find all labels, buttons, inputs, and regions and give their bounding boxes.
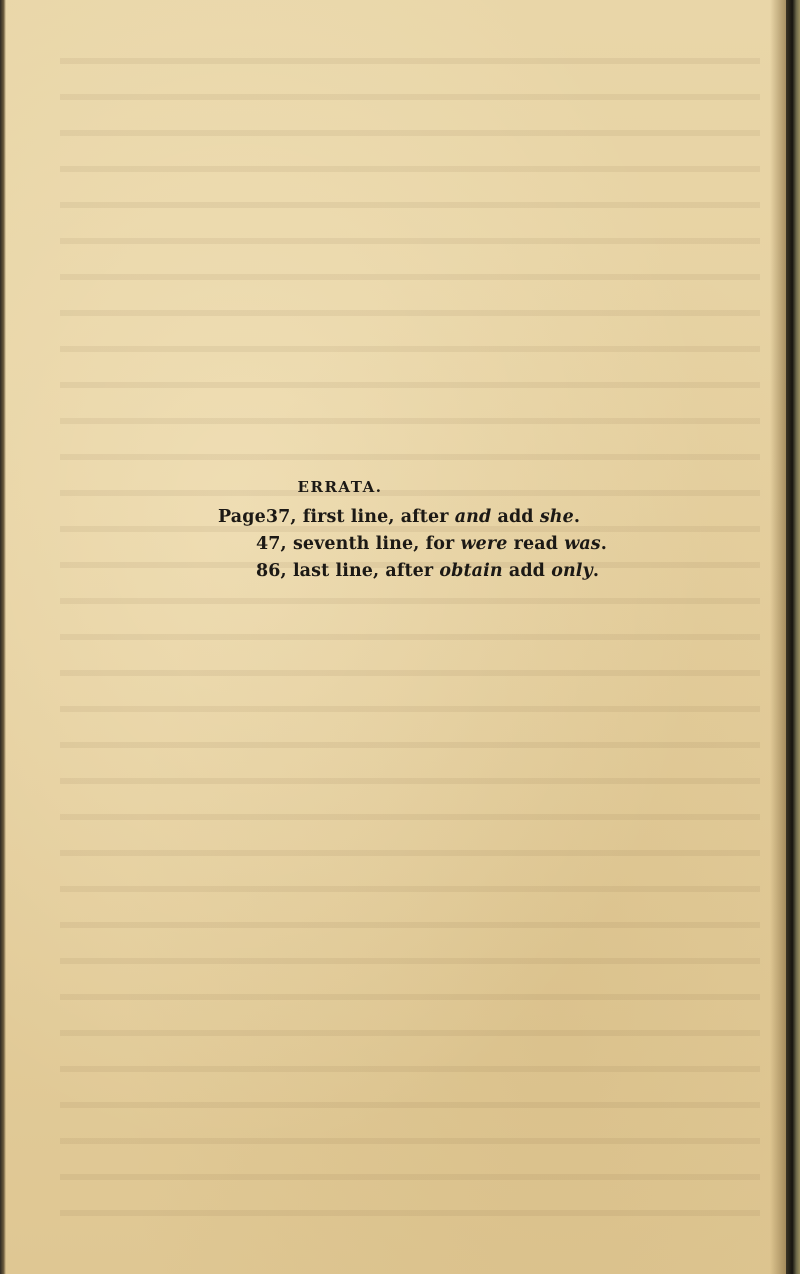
entry-end: .: [592, 561, 600, 581]
show-through-texture: [60, 40, 760, 1220]
entry-prefix: Page: [218, 507, 266, 527]
entry-original-word: obtain: [439, 561, 503, 581]
gutter-shadow: [770, 0, 786, 1274]
errata-entry: [256, 561, 599, 581]
entry-corrected-word: only: [551, 561, 593, 581]
entry-corrected-word: she: [539, 507, 574, 527]
entry-original-word: were: [460, 534, 508, 554]
errata-heading: ERRATA.: [297, 478, 383, 496]
binding-edge: [786, 0, 800, 1274]
entry-corrected-word: was: [564, 534, 601, 554]
entry-original-word: and: [454, 507, 492, 527]
left-page-edge: [0, 0, 6, 1274]
entry-action: add: [491, 507, 540, 527]
errata-entry: [256, 534, 607, 554]
entry-reference: 37, first line, after: [265, 507, 455, 527]
entry-action: read: [507, 534, 565, 554]
entry-action: add: [502, 561, 552, 581]
entry-end: .: [600, 534, 607, 554]
entry-end: .: [573, 507, 581, 527]
entry-reference: 47, seventh line, for: [256, 534, 461, 554]
entry-reference: 86, last line, after: [256, 561, 440, 581]
errata-entry: [218, 507, 580, 527]
